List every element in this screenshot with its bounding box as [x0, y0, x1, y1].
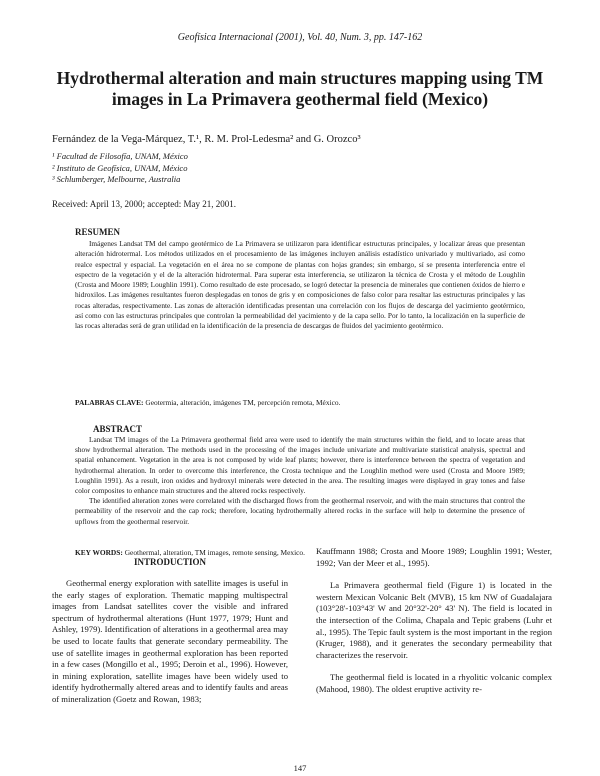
affiliation-3: ³ Schlumberger, Melbourne, Australia: [52, 174, 181, 184]
paper-title: Hydrothermal alteration and main structures mapping using TM images in La Primavera geothermal field (Mexico): [56, 68, 544, 109]
intro-continuation: Kauffmann 1988; Crosta and Moore 1989; Loughlin 1991; Wester, 1992; Van der Meer et al., 1995).: [316, 546, 552, 568]
keywords-text: Geothermal, alteration, TM images, remote sensing, Mexico.: [124, 548, 305, 557]
right-column: [316, 546, 552, 707]
palabras-text: Geotermia, alteración, imágenes TM, percepción remota, México.: [145, 398, 341, 407]
keywords-label: KEY WORDS:: [75, 548, 123, 557]
introduction-heading: INTRODUCTION: [133, 557, 206, 567]
intro-paragraph-1: Geothermal energy exploration with satellite images is useful in the early stages of exploration. Thematic mapping multispectral images from Landsat satellites cover the visible and infrared spectrum of hydrothermal alterations (Hunt 1977, 1979; Hunt and Ashley, 1979). Identification of alterations in a geothermal area may be used to locate faults that generate secondary permeability. The use of satellite images in geothermal exploration has been reported in a few cases (Mongillo et al., 1995; Deroin et al., 1996). However, in mining exploration, satellite images have been widely used to identify hydrothermally altered areas and to identify faults and areas of mineralization (Goetz and Rowan, 1983;: [52, 578, 288, 704]
abstract-paragraph-2: The identified alteration zones were correlated with the discharged flows from the geothermal reservoir, and with the main structures that control the permeability of the reservoir and the cap rock; therefore, locating hydrothermally altered rocks in the surface will help to determine the presence of upflows from the geothermal reservoir.: [75, 496, 525, 526]
resumen-text: Imágenes Landsat TM del campo geotérmico de La Primavera se utilizaron para identificar estructuras principales, y localizar áreas que presentan alteración hidrotermal. Los métodos utilizados en el procesamiento de las imágenes incluyen análisis estadístico univariado y multivariado, así como realce espectral y espacial. La vegetación en el área no se compone de plantas con hojas grandes; sin embargo, sí se presenta interferencia entre el espectro de la vegetación y el de la alteración hidrotermal. Para superar esta interferencia, se utilizaron la técnica de Crosta y el método de Loughlin (Crosta and Moore 1989; Loughlin 1991). Como resultado de este procesado, se logró detectar la presencia de minerales que contienen óxidos de hierro e hidroxilos. Las imágenes resultantes fueron desplegadas en tonos de gris y en composiciones de falso color para resaltar las estructuras principales y las rocas alteradas, respectivamente. Las zonas de alteración identificadas presentan una correlación con los flujos de descarga del yacimiento geotérmico, así como con las estructuras principales que controlan la permeabilidad del yacimiento y de la capa sello. Por lo tanto, la localización en la superficie de las rocas alteradas será de gran utilidad en la identificación de la presencia de descargas de fluidos del yacimiento geotérmico.: [75, 239, 525, 331]
palabras-clave: [75, 398, 525, 407]
left-column: [52, 578, 288, 717]
page-number: 147: [293, 763, 307, 773]
intro-paragraph-3: The geothermal field is located in a rhyolitic volcanic complex (Mahood, 1980). The oldest eruptive activity re-: [316, 672, 552, 694]
author-list: Fernández de la Vega-Márquez, T.¹, R. M. Prol-Ledesma² and G. Orozco³: [52, 134, 361, 145]
abstract-heading: ABSTRACT: [93, 424, 143, 434]
affiliation-2: ² Instituto de Geofísica, UNAM, México: [52, 162, 188, 173]
resumen-heading: RESUMEN: [75, 227, 121, 237]
intro-paragraph-2: La Primavera geothermal field (Figure 1) is located in the western Mexican Volcanic Belt (MVB), 15 km NW of Guadalajara (103°28'-103°43' W and 20°32'-20° 43' N). The field is located in the intersection of the Colima, Chapala and Tepic grabens (Luhr et al., 1995). The Tepic fault system is the most important in the region (Kruger, 1988), and it generates the secondary permeability that characterizes the reservoir.: [316, 580, 552, 660]
journal-header: Geofísica Internacional (2001), Vol. 40, Num. 3, pp. 147-162: [177, 32, 423, 43]
abstract-paragraph-1: Landsat TM images of the La Primavera geothermal field area were used to identify the main structures within the field, and to locate areas that show hydrothermal alteration. The methods used in the processing of the images include univariate and multivariate statistical analysis, spectral and spatial enhancement. Vegetation in the area is not composed by wide leaf plants; however, there is interference between the spectra of vegetation and hydrothermal alteration. In order to overcome this interference, the Crosta technique and the Loughlin method were used (Crosta and Moore 1989; Loughlin 1991). As a result, iron oxides and hydroxyl minerals were detected in the area. The resulting images were displayed in gray tones and false color composites to enhance main structures and the altered rocks respectively.: [75, 435, 525, 496]
received-date: Received: April 13, 2000; accepted: May 21, 2001.: [52, 199, 236, 209]
abstract-body: [75, 435, 525, 527]
affiliation-1: ¹ Facultad de Filosofía, UNAM, México: [52, 151, 188, 161]
affiliations: [52, 151, 552, 186]
palabras-label: PALABRAS CLAVE:: [75, 398, 144, 407]
